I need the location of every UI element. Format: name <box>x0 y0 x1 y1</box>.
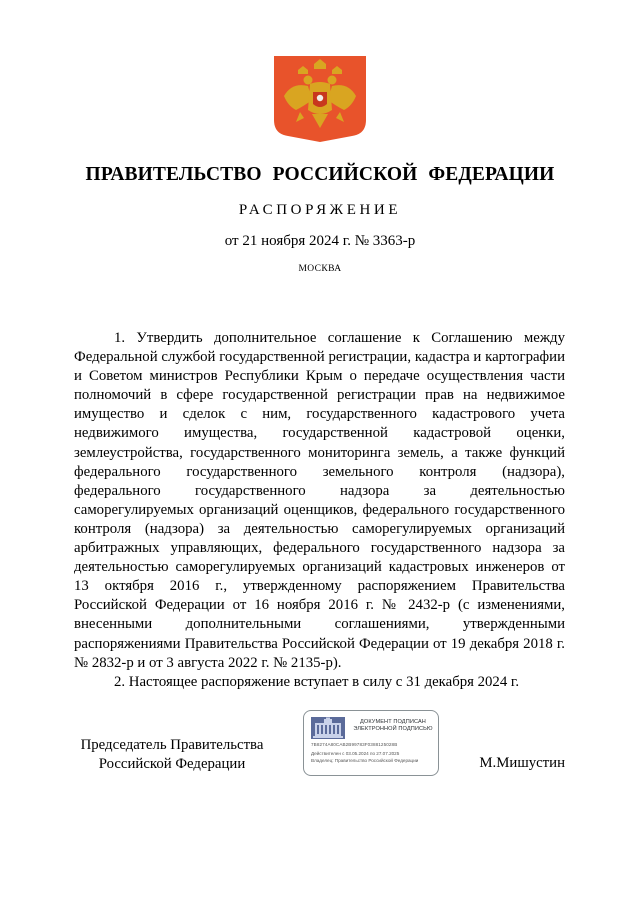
stamp-title <box>348 719 438 733</box>
stamp-title-line2: ЭЛЕКТРОННОЙ ПОДПИСЬЮ <box>353 726 433 732</box>
organization-title: ПРАВИТЕЛЬСТВО РОССИЙСКОЙ ФЕДЕРАЦИИ <box>85 164 555 185</box>
signatory-position <box>72 736 272 774</box>
electronic-signature-stamp <box>303 710 439 776</box>
document-body <box>74 329 565 692</box>
paragraph-1: 1. Утвердить дополнительное соглашение к Соглашению между Федеральной службой государственной регистрации, кадастра и картографии и Советом министров Республики Крым о передаче осуществления части полномочий в сфере государственной регистрации прав на недвижимое имущество и сделок с ним, государственного кадастрового учета недвижимого имущества, государственной кадастровой оценки, землеустройства, государственного мониторинга земель, а также функций федерального государственного земельного контроля (надзора), федерального государственного надзора за деятельностью саморегулируемых организаций оценщиков, федерального государственного контроля (надзора) за деятельностью саморегулируемых организаций арбитражных управляющих, федерального государственного надзора за деятельностью саморегулируемых организаций кадастровых инженеров от 13 октября 2016 г., утвержденному распоряжением Правительства Российской Федерации от 16 ноября 2016 г. № 2432-р (с изменениями, внесенными дополнительными соглашениями, утвержденными распоряжениями Правительства Российской Федерации от 19 декабря 2018 г. № 2832-р и от 3 августа 2022 г. № 2135-р). <box>74 330 565 671</box>
paragraph-2: 2. Настоящее распоряжение вступает в силу с 31 декабря 2024 г. <box>114 673 520 690</box>
government-building-icon <box>311 717 345 739</box>
signatory-name: М.Мишустин <box>479 755 565 771</box>
document-date-number: от 21 ноября 2024 г. № 3363-р <box>224 233 416 249</box>
document-type: РАСПОРЯЖЕНИЕ <box>238 202 402 218</box>
stamp-certificate-number: 7B8274A80CAB2B99783F0388125028B <box>311 742 398 747</box>
stamp-owner: Владелец: Правительство Российской Федерации <box>311 758 419 763</box>
stamp-title-line1: ДОКУМЕНТ ПОДПИСАН <box>360 719 426 725</box>
document-city: МОСКВА <box>298 264 342 274</box>
signatory-position-line2: Российской Федерации <box>98 756 246 772</box>
stamp-validity: Действителен с 03.05.2024 по 27.07.2025 <box>311 751 400 756</box>
coat-of-arms-icon <box>274 56 366 142</box>
signatory-position-line1: Председатель Правительства <box>80 737 264 753</box>
